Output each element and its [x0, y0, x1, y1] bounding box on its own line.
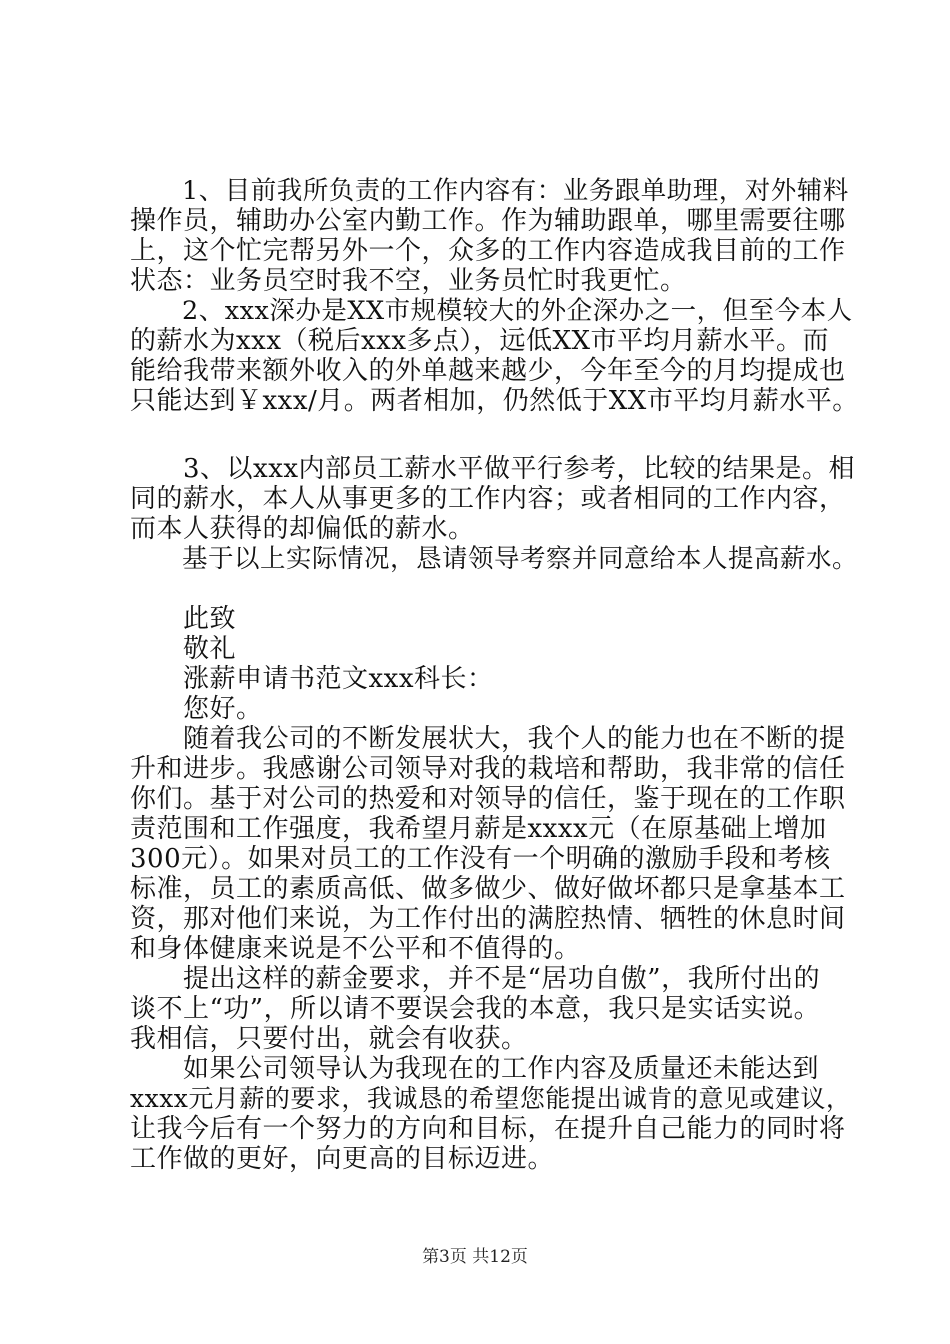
body-text-line: 同的薪水，本人从事更多的工作内容；或者相同的工作内容，	[130, 484, 846, 514]
body-text-line: 300元）。如果对员工的工作没有一个明确的激励手段和考核	[130, 844, 831, 874]
body-text-line: 让我今后有一个努力的方向和目标，在提升自己能力的同时将	[130, 1114, 846, 1144]
body-text-line: 标准，员工的素质高低、做多做少、做好做坏都只是拿基本工	[130, 874, 846, 904]
body-text-line: 操作员，辅助办公室内勤工作。作为辅助跟单，哪里需要往哪	[130, 206, 846, 236]
body-text-line: 我相信，只要付出，就会有收获。	[130, 1024, 528, 1054]
body-text-line: 资，那对他们来说，为工作付出的满腔热情、牺牲的休息时间	[130, 904, 846, 934]
page-footer: 第3页 共12页	[422, 1247, 528, 1267]
body-text-line: 如果公司领导认为我现在的工作内容及质量还未能达到	[130, 1054, 820, 1084]
body-text-line: 你们。基于对公司的热爱和对领导的信任，鉴于现在的工作职	[130, 784, 846, 814]
body-text-line: 只能达到￥xxx/月。两者相加，仍然低于XX市平均月薪水平。	[130, 386, 859, 416]
body-text-line: 状态：业务员空时我不空，业务员忙时我更忙。	[130, 266, 687, 296]
body-text-line: xxxx元月薪的要求，我诚恳的希望您能提出诚肯的意见或建议，	[130, 1084, 852, 1113]
greeting: 您好。	[130, 694, 263, 724]
closing-salutation: 此致	[130, 604, 237, 634]
body-text-line: 的薪水为xxx（税后xxx多点），远低XX市平均月薪水平。而	[130, 326, 829, 356]
body-text-line: 1、目前我所负责的工作内容有：业务跟单助理，对外辅料	[130, 176, 849, 206]
body-text-line: 随着我公司的不断发展状大，我个人的能力也在不断的提	[130, 724, 846, 754]
body-text-line: 而本人获得的却偏低的薪水。	[130, 514, 475, 544]
body-text-line: 基于以上实际情况，恳请领导考察并同意给本人提高薪水。	[130, 544, 859, 574]
letter-heading: 涨薪申请书范文xxx科长：	[130, 664, 494, 694]
body-text-line: 提出这样的薪金要求，并不是“居功自傲”，我所付出的	[130, 964, 821, 994]
body-text-line: 工作做的更好，向更高的目标迈进。	[130, 1144, 555, 1174]
body-text-line: 责范围和工作强度，我希望月薪是xxxx元（在原基础上增加	[130, 814, 827, 844]
body-text-line: 2、xxx深办是XX市规模较大的外企深办之一，但至今本人	[130, 296, 853, 326]
body-text-line: 升和进步。我感谢公司领导对我的栽培和帮助，我非常的信任	[130, 754, 846, 784]
body-text-line: 上，这个忙完帮另外一个，众多的工作内容造成我目前的工作	[130, 236, 846, 266]
body-text-line: 和身体健康来说是不公平和不值得的。	[130, 934, 581, 964]
body-text-line: 谈不上“功”，所以请不要误会我的本意，我只是实话实说。	[130, 994, 821, 1024]
closing-salutation: 敬礼	[130, 634, 237, 664]
body-text-line: 能给我带来额外收入的外单越来越少，今年至今的月均提成也	[130, 356, 846, 386]
body-text-line: 3、以xxx内部员工薪水平做平行参考，比较的结果是。相	[130, 454, 856, 484]
